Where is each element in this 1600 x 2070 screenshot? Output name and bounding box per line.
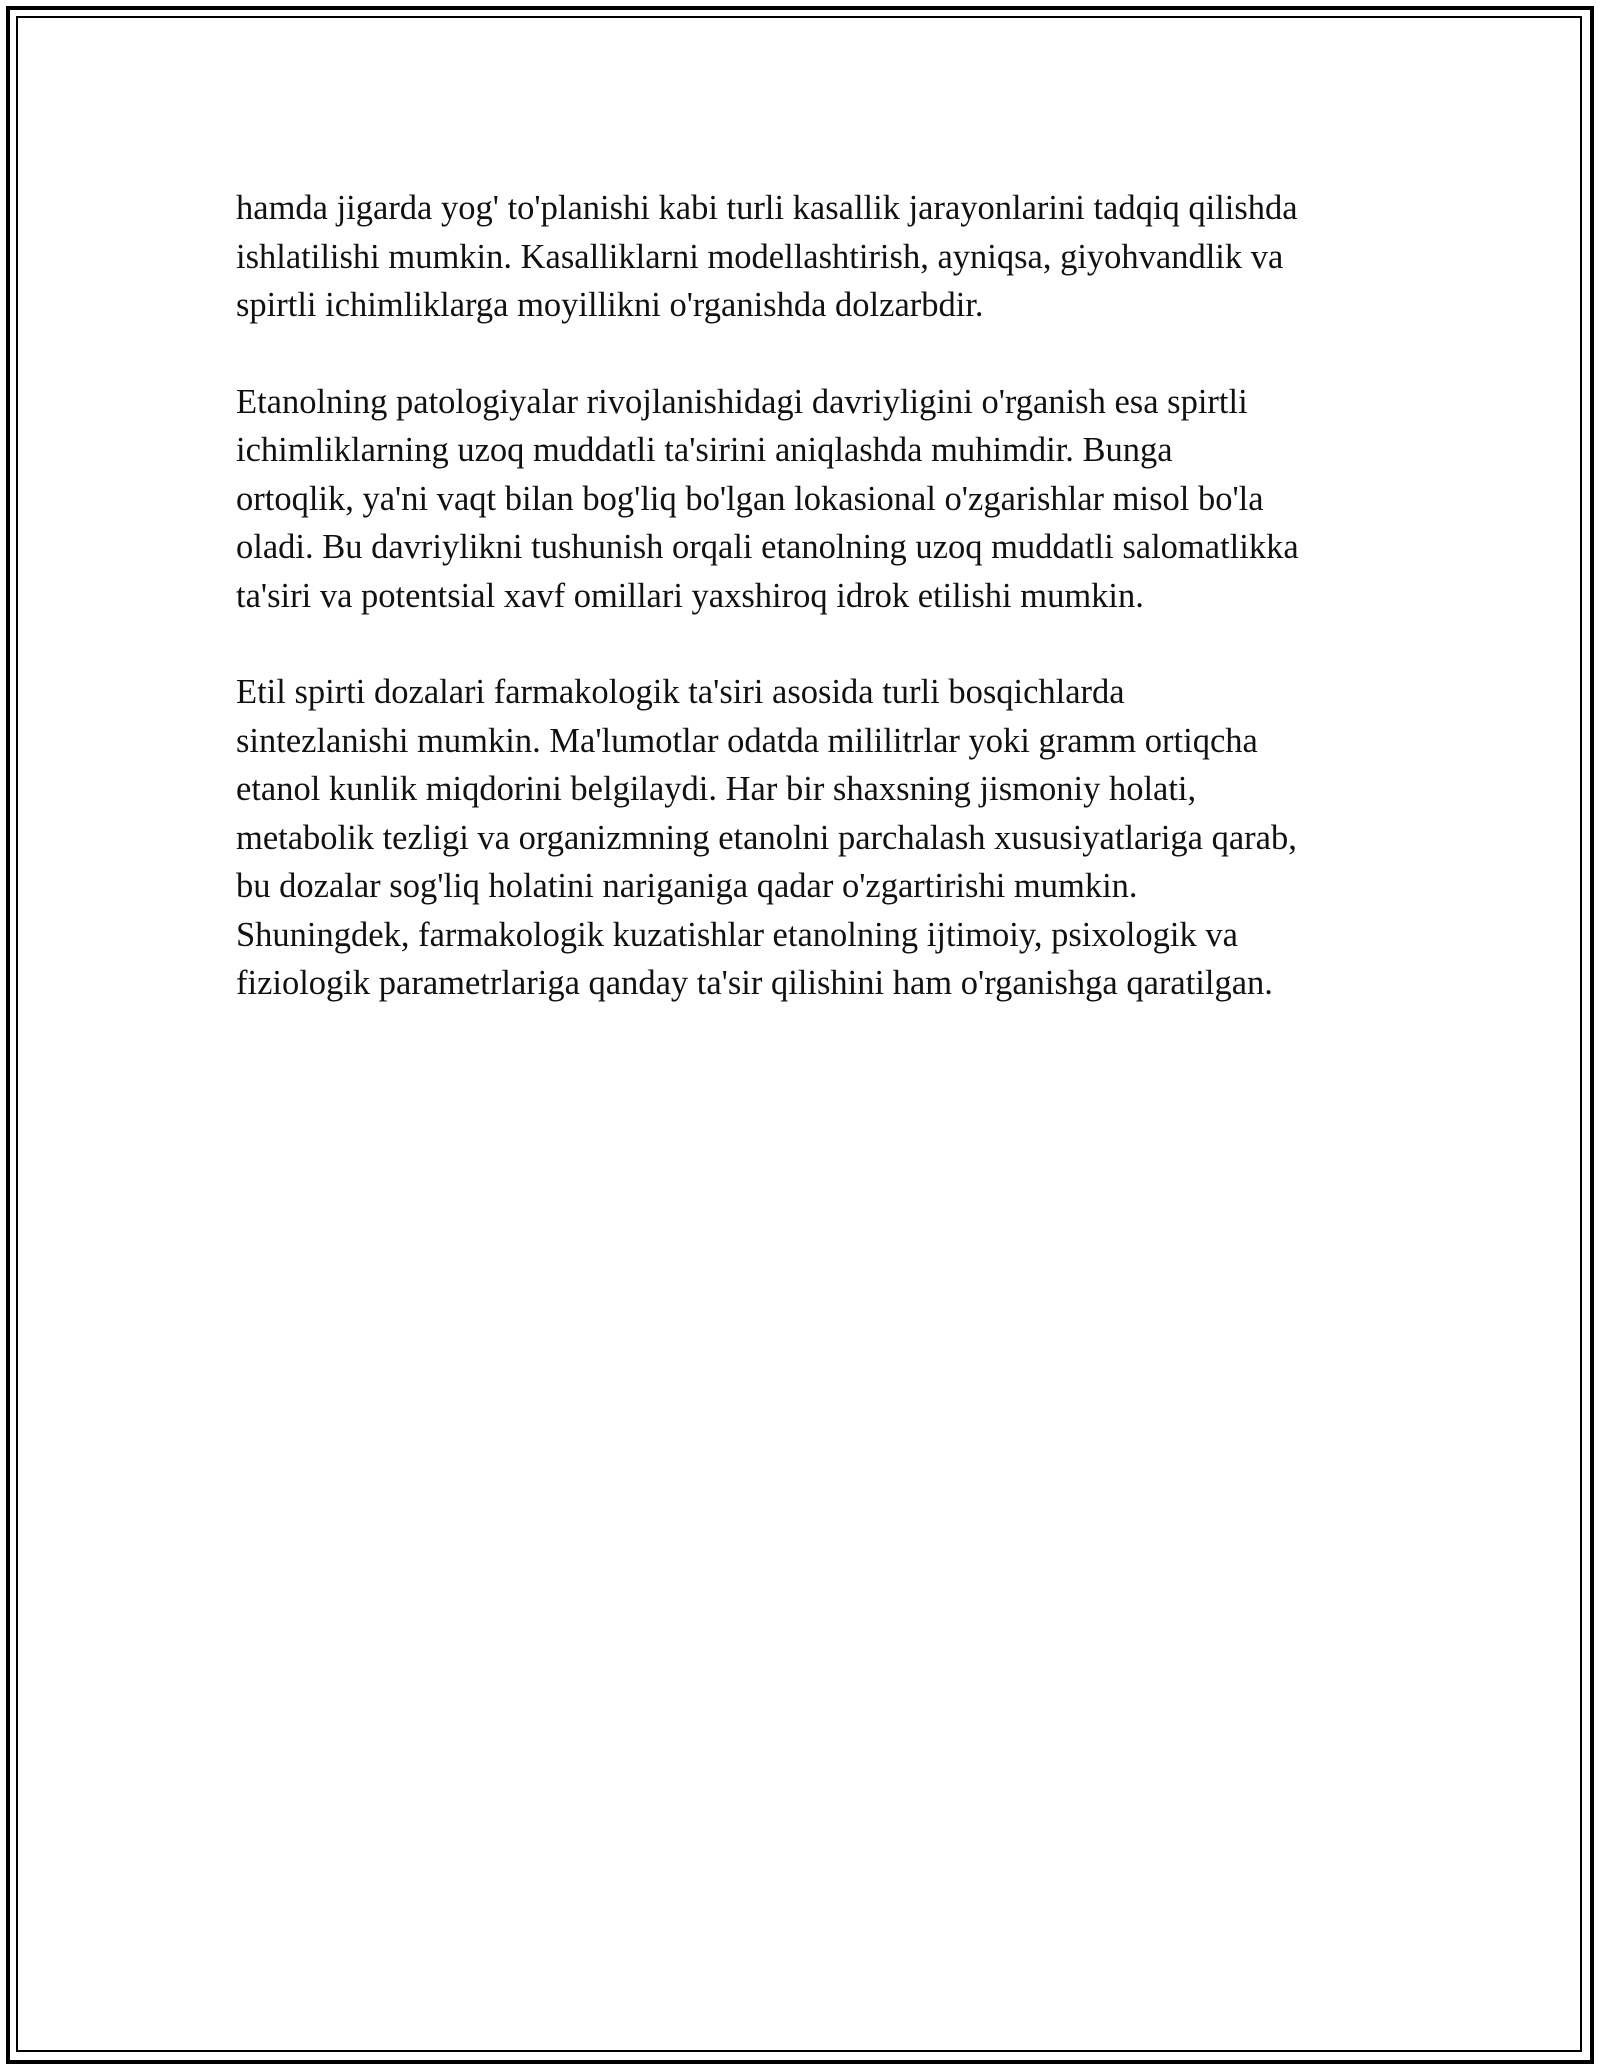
document-body — [236, 184, 1386, 1056]
paragraph-1: hamda jigarda yog' to'planishi kabi turli kasallik jarayonlarini tadqiq qilishda ishlatilishi mumkin. Kasalliklarni modellashtirish, ayniqsa, giyohvandlik va spirtli ichimliklarga moyillikni o'rganishda dolzarbdir. — [236, 189, 1298, 324]
paragraph-3: Etil spirti dozalari farmakologik ta'siri asosida turli bosqichlarda sintezlanishi mumkin. Ma'lumotlar odatda mililitrlar yoki gramm ortiqcha etanol kunlik miqdorini belgilaydi. Har bir shaxsning jismoniy holati, metabolik tezligi va organizmning etanolni parchalash xususiyatlariga qarab, bu dozalar sog'liq holatini nariganiga qadar o'zgartirishi mumkin. Shuningdek, farmakologik kuzatishlar etanolning ijtimoiy, psixologik va fiziologik parametrlariga qanday ta'sir qilishini ham o'rganishga qaratilgan. — [236, 673, 1297, 1002]
paragraph-2: Etanolning patologiyalar rivojlanishidagi davriyligini o'rganish esa spirtli ichimliklarning uzoq muddatli ta'sirini aniqlashda muhimdir. Bunga ortoqlik, ya'ni vaqt bilan bog'liq bo'lgan lokasional o'zgarishlar misol bo'la oladi. Bu davriylikni tushunish orqali etanolning uzoq muddatli salomatlikka ta'siri va potentsial xavf omillari yaxshiroq idrok etilishi mumkin. — [236, 382, 1299, 615]
